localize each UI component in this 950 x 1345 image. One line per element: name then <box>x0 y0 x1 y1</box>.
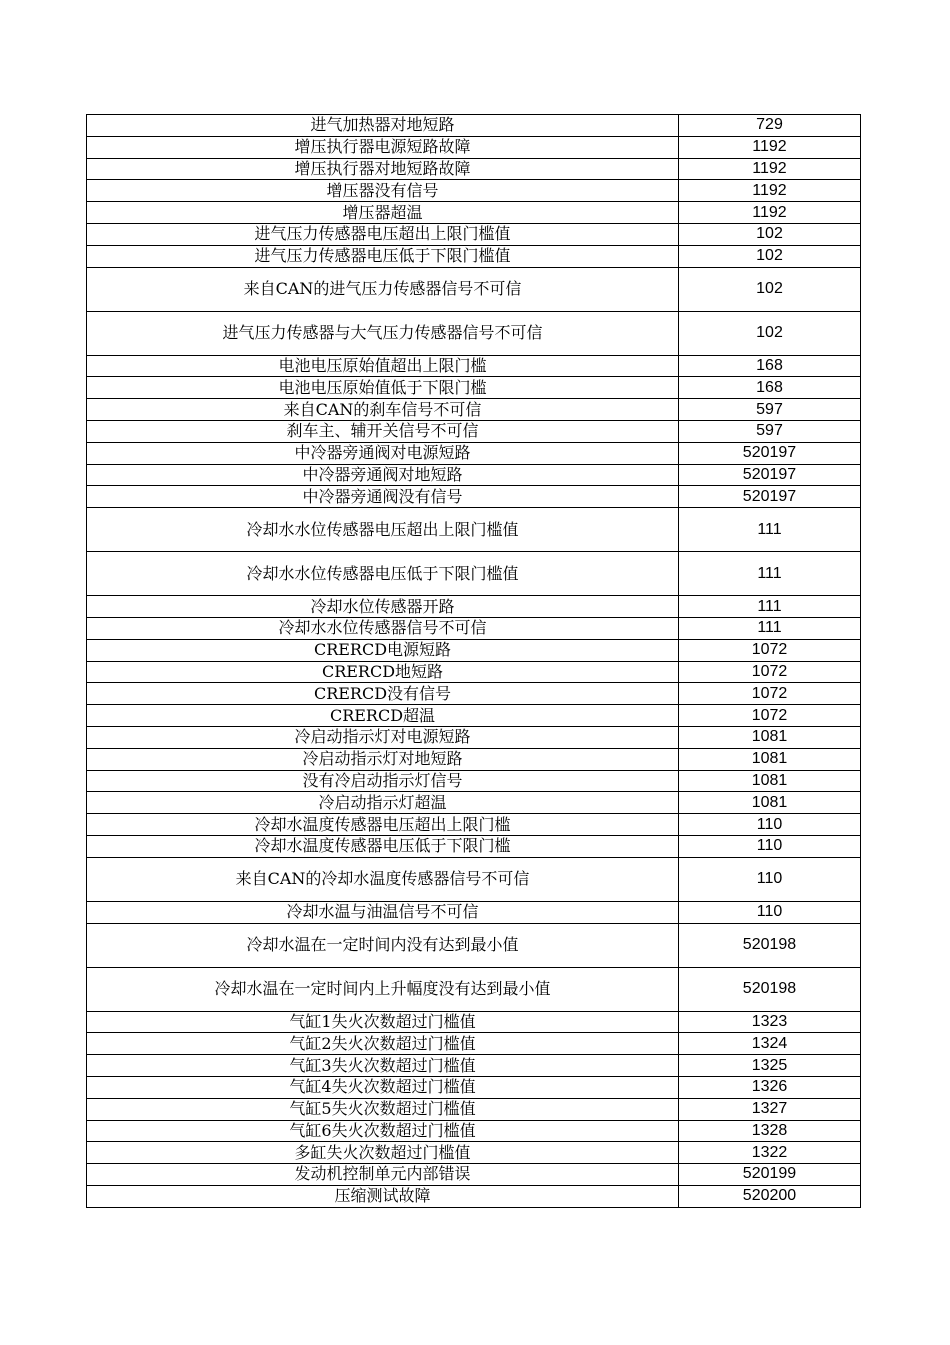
table-row <box>87 639 861 661</box>
fault-code-cell: 1072 <box>679 683 861 705</box>
fault-description-cell: 增压器没有信号 <box>87 180 679 202</box>
fault-code-cell: 1327 <box>679 1098 861 1120</box>
fault-description-cell: 气缸6失火次数超过门槛值 <box>87 1120 679 1142</box>
table-row <box>87 486 861 508</box>
fault-code-cell: 102 <box>679 267 861 311</box>
table-row <box>87 923 861 967</box>
table-row <box>87 1120 861 1142</box>
fault-description-cell: 来自CAN的冷却水温度传感器信号不可信 <box>87 857 679 901</box>
fault-code-cell: 1192 <box>679 180 861 202</box>
fault-code-cell: 520198 <box>679 923 861 967</box>
fault-code-cell: 597 <box>679 420 861 442</box>
fault-description-cell: 气缸5失火次数超过门槛值 <box>87 1098 679 1120</box>
fault-description-cell: 电池电压原始值超出上限门槛 <box>87 355 679 377</box>
table-row <box>87 267 861 311</box>
fault-description-cell: 冷启动指示灯对电源短路 <box>87 726 679 748</box>
fault-code-cell: 1328 <box>679 1120 861 1142</box>
fault-code-cell: 1072 <box>679 705 861 727</box>
table-row <box>87 661 861 683</box>
fault-code-cell: 1072 <box>679 661 861 683</box>
table-row <box>87 464 861 486</box>
fault-description-cell: 电池电压原始值低于下限门槛 <box>87 377 679 399</box>
fault-description-cell: CRERCD没有信号 <box>87 683 679 705</box>
table-row <box>87 1033 861 1055</box>
fault-code-cell: 168 <box>679 377 861 399</box>
table-row <box>87 355 861 377</box>
fault-code-cell: 102 <box>679 223 861 245</box>
fault-code-cell: 1324 <box>679 1033 861 1055</box>
fault-description-cell: 冷启动指示灯对地短路 <box>87 748 679 770</box>
fault-description-cell: 冷却水温度传感器电压超出上限门槛 <box>87 814 679 836</box>
fault-description-cell: 冷启动指示灯超温 <box>87 792 679 814</box>
table-row <box>87 399 861 421</box>
fault-code-cell: 111 <box>679 508 861 552</box>
fault-description-cell: 气缸4失火次数超过门槛值 <box>87 1076 679 1098</box>
table-row <box>87 1076 861 1098</box>
table-row <box>87 442 861 464</box>
fault-description-cell: CRERCD地短路 <box>87 661 679 683</box>
fault-code-cell: 520197 <box>679 464 861 486</box>
table-row <box>87 311 861 355</box>
fault-code-cell: 102 <box>679 245 861 267</box>
fault-description-cell: 进气压力传感器电压低于下限门槛值 <box>87 245 679 267</box>
fault-description-cell: 冷却水水位传感器电压低于下限门槛值 <box>87 552 679 596</box>
fault-description-cell: 冷却水水位传感器信号不可信 <box>87 617 679 639</box>
fault-description-cell: 没有冷启动指示灯信号 <box>87 770 679 792</box>
fault-description-cell: 气缸3失火次数超过门槛值 <box>87 1055 679 1077</box>
table-row <box>87 508 861 552</box>
fault-code-cell: 520198 <box>679 967 861 1011</box>
table-row <box>87 158 861 180</box>
fault-description-cell: CRERCD超温 <box>87 705 679 727</box>
fault-description-cell: 中冷器旁通阀没有信号 <box>87 486 679 508</box>
fault-description-cell: 冷却水温度传感器电压低于下限门槛 <box>87 835 679 857</box>
fault-description-cell: 气缸2失火次数超过门槛值 <box>87 1033 679 1055</box>
fault-code-cell: 520197 <box>679 486 861 508</box>
fault-description-cell: 冷却水温与油温信号不可信 <box>87 901 679 923</box>
fault-description-cell: 压缩测试故障 <box>87 1185 679 1207</box>
fault-code-cell: 597 <box>679 399 861 421</box>
fault-description-cell: CRERCD电源短路 <box>87 639 679 661</box>
fault-description-cell: 发动机控制单元内部错误 <box>87 1164 679 1186</box>
fault-description-cell: 来自CAN的刹车信号不可信 <box>87 399 679 421</box>
table-row <box>87 617 861 639</box>
table-row <box>87 1055 861 1077</box>
table-row <box>87 967 861 1011</box>
fault-code-cell: 1072 <box>679 639 861 661</box>
fault-code-cell: 1081 <box>679 726 861 748</box>
table-row <box>87 223 861 245</box>
fault-code-cell: 110 <box>679 835 861 857</box>
fault-code-cell: 102 <box>679 311 861 355</box>
table-row <box>87 1164 861 1186</box>
fault-code-cell: 520199 <box>679 1164 861 1186</box>
fault-code-cell: 110 <box>679 814 861 836</box>
table-row <box>87 180 861 202</box>
table-row <box>87 726 861 748</box>
fault-code-cell: 1192 <box>679 136 861 158</box>
table-row <box>87 901 861 923</box>
fault-code-cell: 1326 <box>679 1076 861 1098</box>
fault-code-cell: 1192 <box>679 202 861 224</box>
fault-description-cell: 中冷器旁通阀对地短路 <box>87 464 679 486</box>
fault-description-cell: 进气压力传感器电压超出上限门槛值 <box>87 223 679 245</box>
fault-code-cell: 1322 <box>679 1142 861 1164</box>
fault-description-cell: 来自CAN的进气压力传感器信号不可信 <box>87 267 679 311</box>
table-row <box>87 377 861 399</box>
table-row <box>87 835 861 857</box>
fault-code-cell: 111 <box>679 552 861 596</box>
fault-description-cell: 进气加热器对地短路 <box>87 115 679 137</box>
fault-code-table <box>86 114 861 1208</box>
fault-description-cell: 气缸1失火次数超过门槛值 <box>87 1011 679 1033</box>
fault-description-cell: 中冷器旁通阀对电源短路 <box>87 442 679 464</box>
table-row <box>87 245 861 267</box>
table-row <box>87 420 861 442</box>
fault-code-cell: 1081 <box>679 792 861 814</box>
table-row <box>87 705 861 727</box>
table-row <box>87 814 861 836</box>
table-row <box>87 1098 861 1120</box>
fault-description-cell: 冷却水位传感器开路 <box>87 596 679 618</box>
table-row <box>87 202 861 224</box>
table-row <box>87 1142 861 1164</box>
fault-code-cell: 1081 <box>679 748 861 770</box>
fault-description-cell: 增压执行器电源短路故障 <box>87 136 679 158</box>
table-row <box>87 748 861 770</box>
fault-code-cell: 1325 <box>679 1055 861 1077</box>
table-row <box>87 115 861 137</box>
table-row <box>87 683 861 705</box>
table-row <box>87 770 861 792</box>
fault-description-cell: 增压执行器对地短路故障 <box>87 158 679 180</box>
fault-description-cell: 多缸失火次数超过门槛值 <box>87 1142 679 1164</box>
table-row <box>87 136 861 158</box>
fault-code-cell: 729 <box>679 115 861 137</box>
table-row <box>87 552 861 596</box>
fault-code-cell: 110 <box>679 857 861 901</box>
table-row <box>87 792 861 814</box>
fault-description-cell: 进气压力传感器与大气压力传感器信号不可信 <box>87 311 679 355</box>
fault-description-cell: 刹车主、辅开关信号不可信 <box>87 420 679 442</box>
fault-code-table-container <box>86 114 860 1208</box>
fault-code-table-body <box>87 115 861 1208</box>
fault-code-cell: 1081 <box>679 770 861 792</box>
fault-description-cell: 冷却水水位传感器电压超出上限门槛值 <box>87 508 679 552</box>
fault-code-cell: 520197 <box>679 442 861 464</box>
fault-code-cell: 111 <box>679 596 861 618</box>
table-row <box>87 596 861 618</box>
fault-description-cell: 冷却水温在一定时间内没有达到最小值 <box>87 923 679 967</box>
fault-code-cell: 168 <box>679 355 861 377</box>
fault-code-cell: 111 <box>679 617 861 639</box>
fault-code-cell: 1192 <box>679 158 861 180</box>
fault-description-cell: 增压器超温 <box>87 202 679 224</box>
fault-code-cell: 520200 <box>679 1185 861 1207</box>
fault-description-cell: 冷却水温在一定时间内上升幅度没有达到最小值 <box>87 967 679 1011</box>
table-row <box>87 1185 861 1207</box>
fault-code-cell: 1323 <box>679 1011 861 1033</box>
fault-code-cell: 110 <box>679 901 861 923</box>
table-row <box>87 1011 861 1033</box>
table-row <box>87 857 861 901</box>
